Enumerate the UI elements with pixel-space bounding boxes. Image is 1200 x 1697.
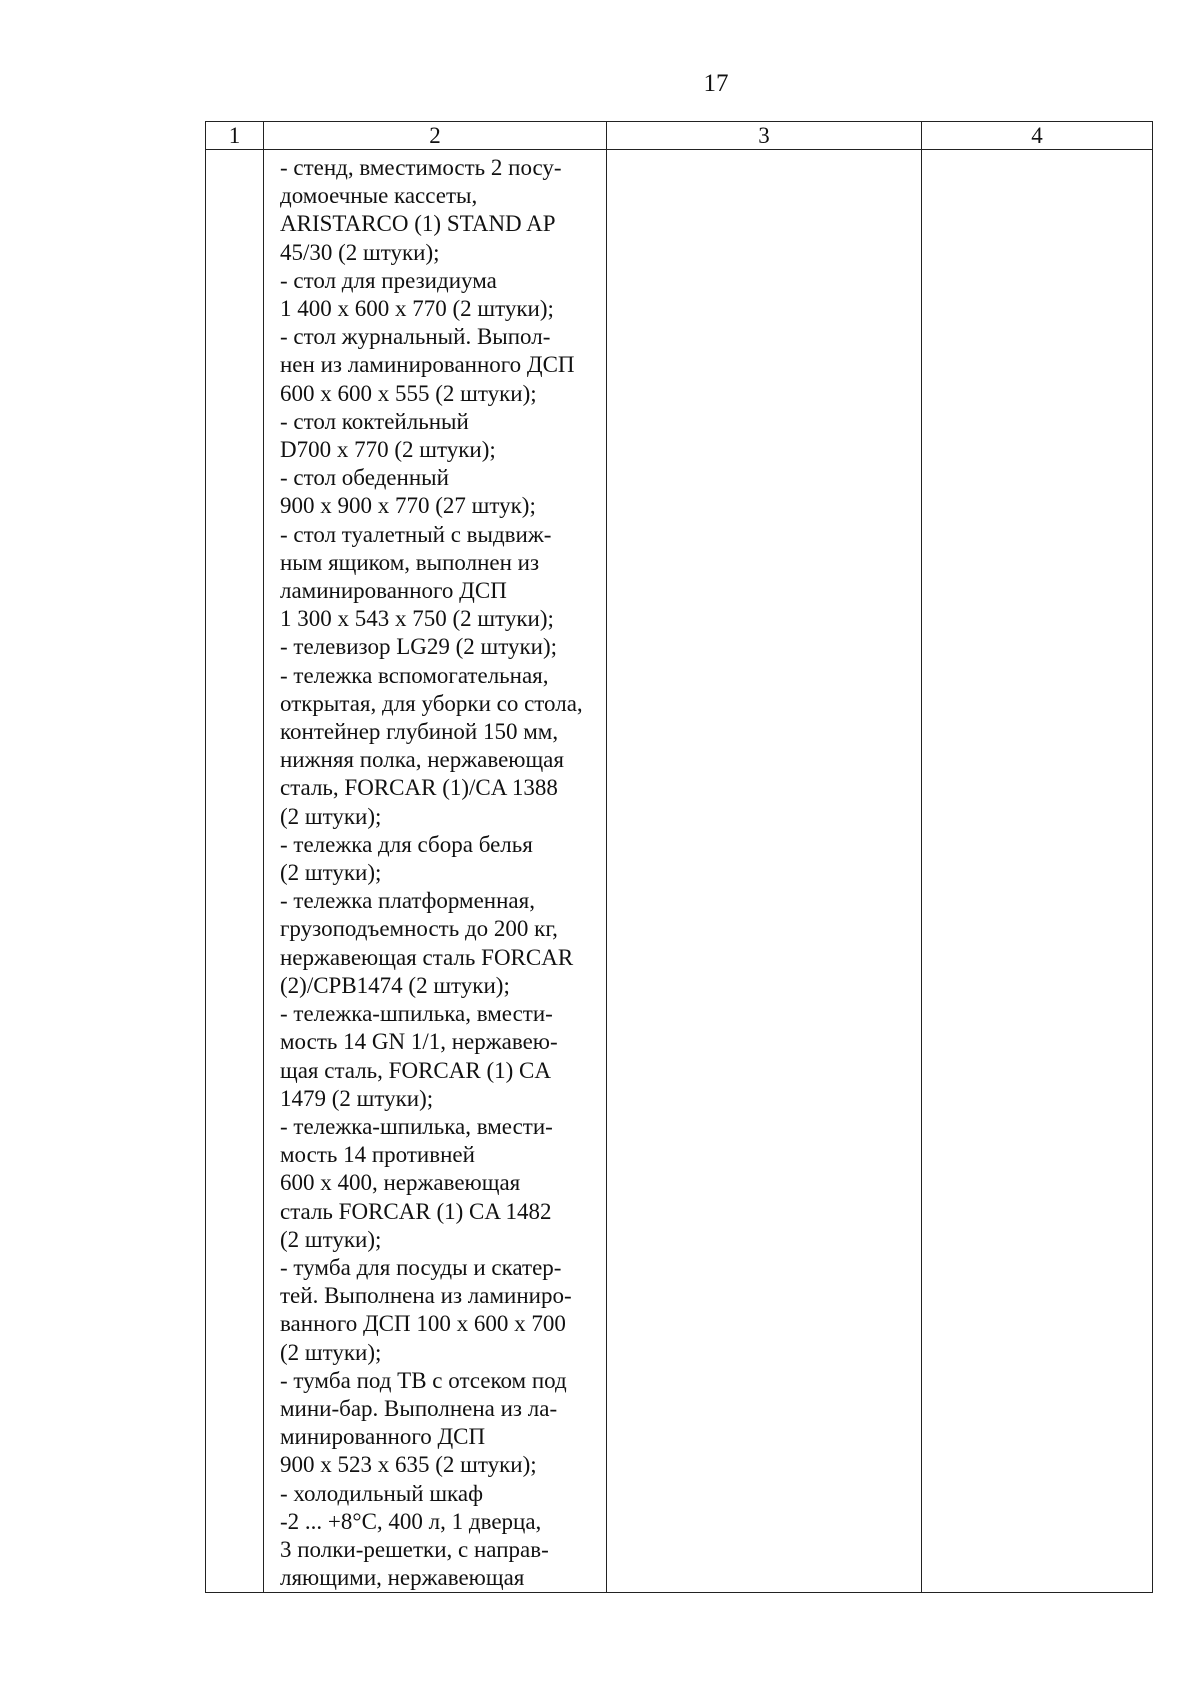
item-line: 3 полки-решетки, с направ-	[280, 1536, 549, 1562]
item-line: ARISTARCO (1) STAND AP	[280, 211, 556, 237]
item-line: D700 x 770 (2 штуки);	[280, 437, 496, 463]
item-line: - стол для президиума	[280, 267, 497, 293]
item-line: ным ящиком, выполнен из	[280, 549, 540, 575]
item-line: ляющими, нержавеющая	[280, 1565, 525, 1591]
item-line: (2 штуки);	[280, 860, 382, 886]
item-line: 900 x 523 x 635 (2 штуки);	[280, 1452, 537, 1478]
item-line: тей. Выполнена из ламиниро-	[280, 1283, 572, 1309]
item-line: минированного ДСП	[280, 1424, 486, 1450]
item-line: нен из ламинированного ДСП	[280, 352, 575, 378]
item-line: ламинированного ДСП	[280, 578, 507, 604]
item-line: - тележка платформенная,	[280, 888, 535, 914]
item-line: - стол коктейльный	[280, 408, 469, 434]
header-cell-3: 3	[607, 122, 922, 150]
table-body-row	[206, 150, 1153, 1593]
item-line: 600 x 600 x 555 (2 штуки);	[280, 380, 537, 406]
item-line: (2 штуки);	[280, 1339, 382, 1365]
item-line: мость 14 противней	[280, 1142, 475, 1168]
header-cell-2: 2	[264, 122, 607, 150]
item-line: (2)/CPB1474 (2 штуки);	[280, 972, 510, 998]
item-line: щая сталь, FORCAR (1) CA	[280, 1057, 551, 1083]
item-line: домоечные кассеты,	[280, 183, 478, 209]
item-line: - стол журнальный. Выпол-	[280, 324, 551, 350]
item-line: -2 ... +8°C, 400 л, 1 дверца,	[280, 1508, 542, 1534]
item-line: грузоподъемность до 200 кг,	[280, 916, 558, 942]
item-line: - тумба для посуды и скатер-	[280, 1254, 562, 1280]
item-line: - тележка для сбора белья	[280, 831, 533, 857]
item-line: сталь, FORCAR (1)/CA 1388	[280, 775, 558, 801]
item-line: (2 штуки);	[280, 803, 382, 829]
item-line: 45/30 (2 штуки);	[280, 239, 440, 265]
item-line: - тележка вспомогательная,	[280, 662, 549, 688]
item-line: сталь FORCAR (1) CA 1482	[280, 1198, 552, 1224]
item-line: (2 штуки);	[280, 1226, 382, 1252]
item-line: 1479 (2 штуки);	[280, 1085, 434, 1111]
item-line: 1 400 x 600 x 770 (2 штуки);	[280, 296, 554, 322]
document-table	[205, 121, 1153, 1593]
table-header-row	[206, 122, 1153, 150]
item-line: мини-бар. Выполнена из ла-	[280, 1395, 558, 1421]
item-line: открытая, для уборки со стола,	[280, 690, 583, 716]
item-line: 900 x 900 x 770 (27 штук);	[280, 493, 536, 519]
item-line: ванного ДСП 100 x 600 x 700	[280, 1311, 566, 1337]
item-line: - тележка-шпилька, вмести-	[280, 1001, 553, 1027]
item-line: мость 14 GN 1/1, нержавею-	[280, 1029, 558, 1055]
item-line: нижняя полка, нержавеющая	[280, 747, 564, 773]
item-line: контейнер глубиной 150 мм,	[280, 719, 559, 745]
item-list	[264, 150, 606, 1592]
item-line: - стол обеденный	[280, 465, 449, 491]
body-cell-1	[206, 150, 264, 1593]
item-line: 1 300 x 543 x 750 (2 штуки);	[280, 606, 554, 632]
item-line: - стенд, вместимость 2 посу-	[280, 155, 562, 180]
page-number: 17	[703, 70, 729, 97]
item-line: 600 x 400, нержавеющая	[280, 1170, 521, 1196]
item-line: - телевизор LG29 (2 штуки);	[280, 634, 558, 660]
body-cell-3	[607, 150, 922, 1593]
header-cell-4: 4	[922, 122, 1153, 150]
item-line: - холодильный шкаф	[280, 1480, 483, 1506]
body-cell-2	[264, 150, 607, 1593]
header-cell-1: 1	[206, 122, 264, 150]
body-cell-4	[922, 150, 1153, 1593]
item-line: - тумба под ТВ с отсеком под	[280, 1367, 567, 1393]
item-line: нержавеющая сталь FORCAR	[280, 944, 574, 970]
item-line: - стол туалетный с выдвиж-	[280, 521, 552, 547]
item-line: - тележка-шпилька, вмести-	[280, 1113, 553, 1139]
